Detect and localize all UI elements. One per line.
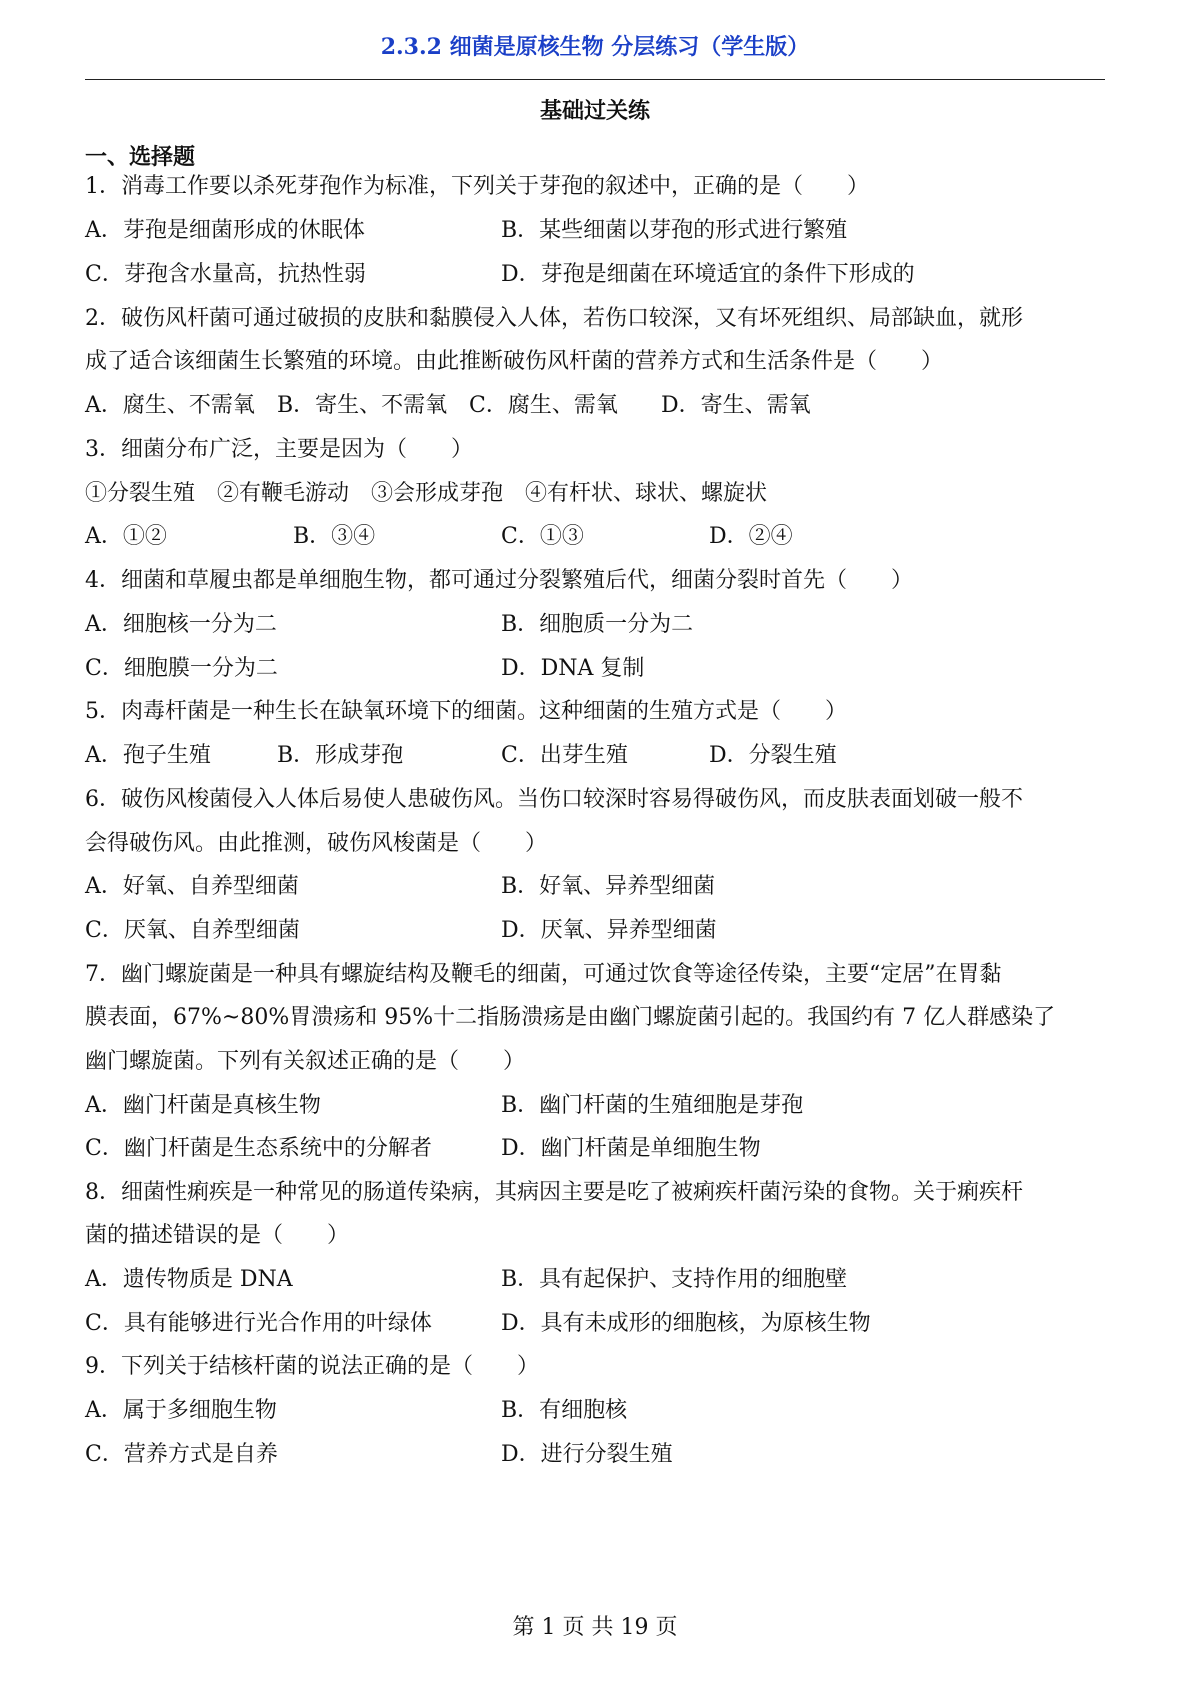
option-b: B．有细胞核	[501, 1398, 628, 1423]
option-a: A．孢子生殖	[85, 743, 211, 768]
question-5-stem: 5．肉毒杆菌是一种生长在缺氧环境下的细菌。这种细菌的生殖方式是（ ）	[85, 699, 847, 724]
question-1-stem: 1．消毒工作要以杀死芽孢作为标准，下列关于芽孢的叙述中，正确的是（ ）	[85, 174, 869, 199]
option-d: D．②④	[709, 524, 793, 549]
option-b: B．寄生、不需氧	[277, 393, 448, 418]
question-7-stem-2: 膜表面，67%~80%胃溃疡和 95%十二指肠溃疡是由幽门螺旋菌引起的。我国约有 7 亿人群感染了	[85, 1005, 1056, 1030]
option-b: B．③④	[293, 524, 376, 549]
question-2-stem-2: 成了适合该细菌生长繁殖的环境。由此推断破伤风杆菌的营养方式和生活条件是（ ）	[85, 349, 944, 374]
option-c: C．具有能够进行光合作用的叶绿体	[85, 1311, 432, 1336]
question-6-options-2	[85, 916, 1105, 946]
option-d: D．厌氧、异养型细菌	[501, 918, 717, 943]
option-b: B．细胞质一分为二	[501, 612, 694, 637]
question-7-options	[85, 1091, 1105, 1121]
option-d: D．DNA 复制	[501, 656, 645, 681]
question-9-stem: 9．下列关于结核杆菌的说法正确的是（ ）	[85, 1354, 539, 1379]
question-8-stem-2: 菌的描述错误的是（ ）	[85, 1223, 350, 1248]
option-d: D．芽孢是细菌在环境适宜的条件下形成的	[501, 262, 915, 287]
option-a: A．①②	[85, 524, 167, 549]
question-2-stem: 2．破伤风杆菌可通过破损的皮肤和黏膜侵入人体，若伤口较深，又有坏死组织、局部缺血，就形	[85, 306, 1024, 331]
option-c: C．细胞膜一分为二	[85, 656, 278, 681]
option-d: D．进行分裂生殖	[501, 1442, 673, 1467]
option-c: C．营养方式是自养	[85, 1442, 278, 1467]
question-6-options	[85, 872, 1105, 902]
option-b: B．具有起保护、支持作用的细胞壁	[501, 1267, 848, 1292]
question-3-stem: 3．细菌分布广泛，主要是因为（ ）	[85, 437, 473, 462]
option-c: C．厌氧、自养型细菌	[85, 918, 300, 943]
question-8-options	[85, 1265, 1105, 1295]
option-b: B．幽门杆菌的生殖细胞是芽孢	[501, 1093, 804, 1118]
option-a: A．遗传物质是 DNA	[85, 1267, 293, 1292]
question-3-statements: ①分裂生殖 ②有鞭毛游动 ③会形成芽孢 ④有杆状、球状、螺旋状	[85, 481, 768, 506]
option-a: A．细胞核一分为二	[85, 612, 277, 637]
question-9-options	[85, 1396, 1105, 1426]
question-8-options-2	[85, 1309, 1105, 1339]
option-c: C．①③	[501, 524, 584, 549]
option-a: A．属于多细胞生物	[85, 1398, 277, 1423]
option-c: C．幽门杆菌是生态系统中的分解者	[85, 1136, 432, 1161]
question-5-options	[85, 741, 1105, 771]
page-number: 第 1 页 共 19 页	[512, 1615, 678, 1640]
question-1-options-2	[85, 260, 1105, 290]
option-a: A．腐生、不需氧	[85, 393, 255, 418]
option-a: A．芽孢是细菌形成的休眠体	[85, 218, 365, 243]
header-divider	[85, 79, 1105, 80]
option-c: C．出芽生殖	[501, 743, 628, 768]
option-b: B．形成芽孢	[277, 743, 404, 768]
question-4-options-2	[85, 654, 1105, 684]
option-d: D．分裂生殖	[709, 743, 837, 768]
option-d: D．寄生、需氧	[661, 393, 811, 418]
option-a: A．幽门杆菌是真核生物	[85, 1093, 321, 1118]
option-c: C．芽孢含水量高，抗热性弱	[85, 262, 366, 287]
question-6-stem-2: 会得破伤风。由此推测，破伤风梭菌是（ ）	[85, 831, 548, 856]
question-3-options	[85, 522, 1105, 552]
question-9-options-2	[85, 1440, 1105, 1470]
question-6-stem: 6．破伤风梭菌侵入人体后易使人患破伤风。当伤口较深时容易得破伤风，而皮肤表面划破一般不	[85, 787, 1024, 812]
option-d: D．幽门杆菌是单细胞生物	[501, 1136, 761, 1161]
question-2-options	[85, 391, 1105, 421]
document-page	[85, 0, 1105, 1682]
option-b: B．某些细菌以芽孢的形式进行繁殖	[501, 218, 848, 243]
question-4-options	[85, 610, 1105, 640]
question-4-stem: 4．细菌和草履虫都是单细胞生物，都可通过分裂繁殖后代，细菌分裂时首先（ ）	[85, 568, 913, 593]
question-7-options-2	[85, 1134, 1105, 1164]
question-7-stem-3: 幽门螺旋菌。下列有关叙述正确的是（ ）	[85, 1049, 526, 1074]
option-c: C．腐生、需氧	[469, 393, 618, 418]
question-1-options	[85, 216, 1105, 246]
option-a: A．好氧、自养型细菌	[85, 874, 299, 899]
section-heading: 一、选择题	[85, 144, 196, 170]
option-d: D．具有未成形的细胞核，为原核生物	[501, 1311, 871, 1336]
document-title: 2.3.2 细菌是原核生物 分层练习（学生版）	[380, 34, 810, 60]
question-7-stem: 7．幽门螺旋菌是一种具有螺旋结构及鞭毛的细菌，可通过饮食等途径传染，主要“定居”在胃黏	[85, 962, 1002, 987]
option-b: B．好氧、异养型细菌	[501, 874, 716, 899]
question-8-stem: 8．细菌性痢疾是一种常见的肠道传染病，其病因主要是吃了被痢疾杆菌污染的食物。关于痢疾杆	[85, 1180, 1024, 1205]
level-heading: 基础过关练	[539, 98, 650, 124]
